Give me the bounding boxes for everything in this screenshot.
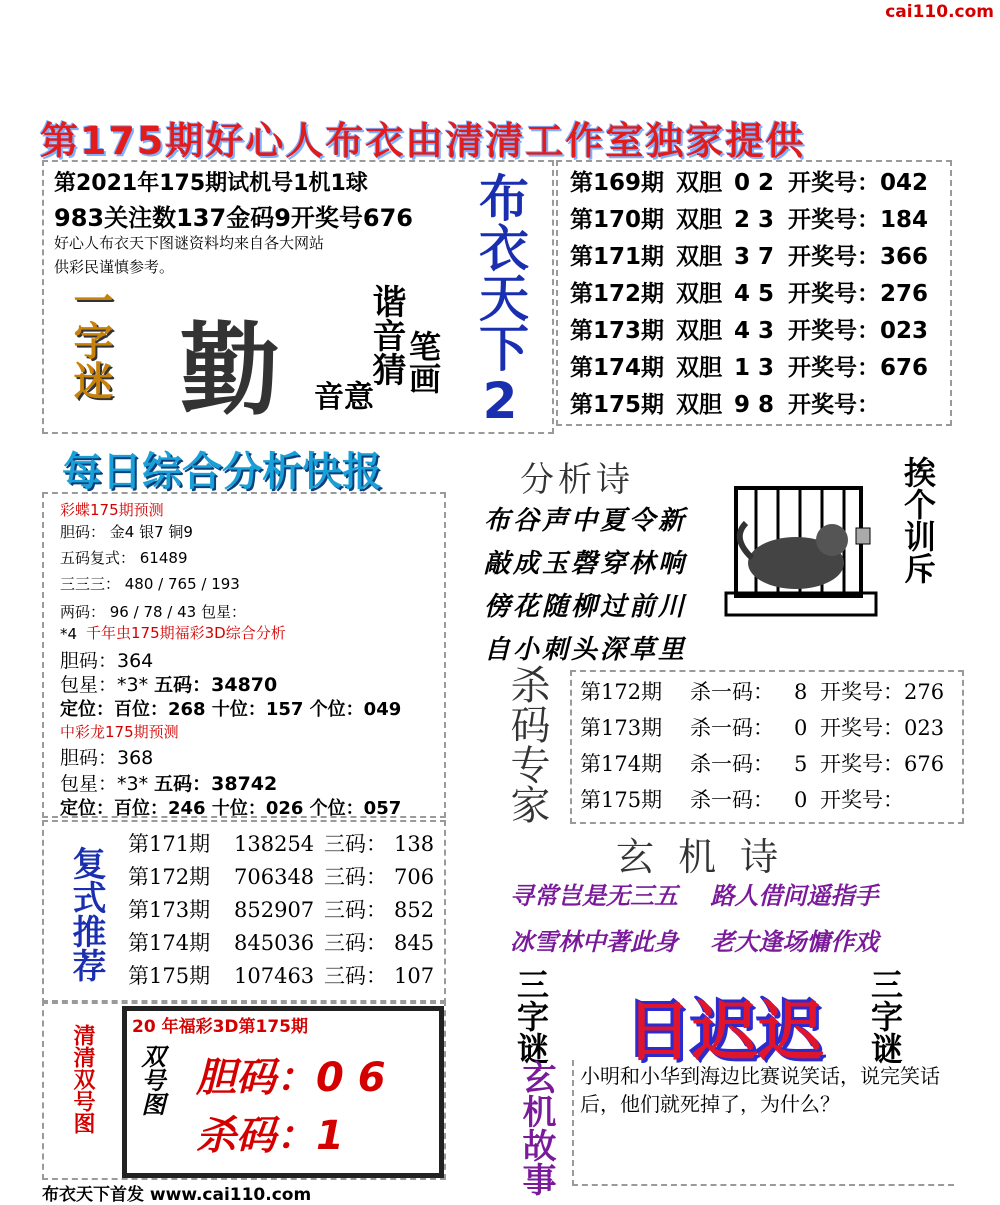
footer-text: 布衣天下首发 www.cai110.com (42, 1185, 312, 1205)
story-text: 小明和小华到海边比赛说笑话，说完笑话后，他们就死掉了，为什么？ (580, 1064, 940, 1116)
dan-nums: 0 2 (734, 170, 775, 196)
fushi-row (128, 828, 434, 861)
kj-number: 开奖号：276 (820, 680, 945, 704)
qingqing-dan: 胆码：0 6 (196, 1055, 386, 1101)
period: 第172期 (580, 680, 663, 704)
dan-nums: 3 7 (734, 244, 775, 270)
kj-number: 开奖号：276 (788, 281, 929, 307)
period: 第175期 (128, 964, 211, 988)
sha-label: 杀一码： (690, 752, 774, 776)
dan-label: 双胆 (676, 318, 722, 344)
code: 845036 (234, 931, 315, 955)
qingqing-side: 双号图 (137, 1044, 165, 1116)
code: 706348 (234, 865, 315, 889)
period: 第173期 (128, 898, 211, 922)
brand-vertical: 布衣天下2 (471, 172, 529, 430)
sanma-label: 三码： (324, 865, 387, 889)
poem-line: 敲成玉磬穿林响 (484, 549, 688, 579)
period: 第169期 (570, 170, 665, 196)
shama-row (580, 712, 944, 748)
period: 第170期 (570, 207, 665, 233)
fushi-row (128, 894, 434, 927)
sanma-label: 三码： (324, 832, 387, 856)
qianniu-dan: 胆码：364 (60, 650, 154, 672)
shuangdan-row (570, 238, 940, 275)
xuanji-line-1: 寻常岂是无三五 路人借问遥指手 (510, 882, 879, 910)
fushi-row (128, 927, 434, 960)
zhongcailong-dingwei: 定位：百位：246 十位：026 个位：057 (60, 798, 402, 819)
site-logo: cai110.com (885, 2, 994, 22)
story-label: 玄机故事 (516, 1060, 556, 1196)
caidie-liangma: 两码： 96 / 78 / 43 包星： (60, 603, 246, 621)
qianniu-bao: 包星：*3* (60, 674, 155, 696)
trial-number-line: 第2021年175期试机号1机1球 (54, 171, 368, 196)
shuangdan-row (570, 349, 940, 386)
sha-num: 5 (794, 752, 808, 776)
shuangdan-row (570, 312, 940, 349)
riddle-hint-1: 谐音猜 (366, 284, 406, 386)
zhongcailong-title: 中彩龙175期预测 (60, 723, 179, 741)
fushi-row (128, 960, 434, 993)
caidie-extra: *4 (60, 625, 78, 643)
poem-side-label: 挨个训斥 (899, 456, 937, 584)
dan-label: 双胆 (676, 244, 722, 270)
sha-label: 杀一码： (690, 716, 774, 740)
period: 第171期 (570, 244, 665, 270)
poem-line: 自小刺头深草里 (484, 635, 688, 665)
zhongcailong-bao: 包星：*3* (60, 773, 155, 795)
sha-num: 0 (794, 716, 808, 740)
dan-label: 双胆 (676, 281, 722, 307)
qingqing-header: 20 年福彩3D第175期 (132, 1017, 309, 1037)
period: 第175期 (580, 788, 663, 812)
shuangdan-row (570, 275, 940, 312)
period: 第174期 (570, 355, 665, 381)
sanma-num: 107 (394, 964, 435, 988)
shama-row (580, 748, 944, 784)
fushi-label: 复式推荐 (66, 846, 106, 982)
poem-title: 分析诗 (520, 460, 634, 500)
shuangdan-row (570, 386, 940, 423)
fushi-list (128, 828, 434, 993)
page-title: 第175期好心人布衣由清清工作室独家提供 (40, 119, 806, 163)
kj-number: 开奖号：184 (788, 207, 929, 233)
period: 第173期 (570, 318, 665, 344)
shuangdan-row (570, 201, 940, 238)
qianniu-bao-row (60, 670, 277, 697)
poem-line: 傍花随柳过前川 (484, 592, 688, 622)
source-note: 好心人布衣天下图谜资料均来自各大网站 (54, 234, 325, 252)
zhongcailong-bao-row (60, 769, 277, 796)
period: 第174期 (128, 931, 211, 955)
kj-number: 开奖号： (788, 392, 880, 418)
code: 138254 (234, 832, 315, 856)
sanma-label: 三码： (324, 964, 387, 988)
riddle-big-char: 勤 (180, 312, 280, 429)
sha-label: 杀一码： (690, 680, 774, 704)
sanzi-right-label: 三字谜 (866, 968, 904, 1064)
caidie-sansan: 三三三： 480 / 765 / 193 (60, 575, 240, 593)
kj-number: 开奖号：676 (820, 752, 945, 776)
attention-line: 983关注数137金码9开奖号676 (54, 204, 413, 232)
code: 107463 (234, 964, 315, 988)
kj-number: 开奖号：023 (788, 318, 929, 344)
dan-label: 双胆 (676, 392, 722, 418)
caution-note: 供彩民谨慎参考。 (54, 258, 175, 276)
cat-cage-image (716, 478, 886, 628)
dan-label: 双胆 (676, 170, 722, 196)
daily-analysis-title: 每日综合分析快报 (62, 449, 382, 495)
shama-label: 杀码专家 (504, 664, 550, 824)
sanzi-left-label: 三字谜 (512, 968, 550, 1064)
dan-nums: 9 8 (734, 392, 775, 418)
sanma-num: 706 (394, 865, 435, 889)
qingqing-sha: 杀码：1 (196, 1113, 344, 1159)
riddle-hint-2: 笔画 (404, 330, 442, 394)
shama-list (580, 676, 944, 820)
sha-label: 杀一码： (690, 788, 774, 812)
riddle-left-label: 一字迷 (67, 280, 113, 400)
xuanji-title: 玄 机 诗 (616, 835, 785, 879)
qianniu-wuma: 五码：34870 (154, 674, 278, 696)
zhongcailong-dan: 胆码：368 (60, 747, 154, 769)
shuangdan-list (570, 164, 940, 423)
fushi-row (128, 861, 434, 894)
dan-nums: 4 5 (734, 281, 775, 307)
sanma-num: 852 (394, 898, 435, 922)
sanma-num: 138 (394, 832, 435, 856)
shuangdan-row (570, 164, 940, 201)
sha-num: 8 (794, 680, 808, 704)
period: 第172期 (128, 865, 211, 889)
kj-number: 开奖号：023 (820, 716, 945, 740)
dan-label: 双胆 (676, 355, 722, 381)
riddle-hint-3: 音意 (314, 380, 374, 415)
dan-label: 双胆 (676, 207, 722, 233)
sanma-label: 三码： (324, 898, 387, 922)
sanma-num: 845 (394, 931, 435, 955)
code: 852907 (234, 898, 315, 922)
caidie-dan: 胆码： 金4 银7 铜9 (60, 523, 193, 541)
dan-nums: 2 3 (734, 207, 775, 233)
shama-row (580, 784, 944, 820)
kj-number: 开奖号：676 (788, 355, 929, 381)
period: 第171期 (128, 832, 211, 856)
caidie-title: 彩蝶175期预测 (60, 501, 164, 519)
shama-row (580, 676, 944, 712)
sanzi-answer: 日迟迟 (626, 993, 824, 1070)
poem-lines (484, 500, 687, 672)
kj-number: 开奖号：366 (788, 244, 929, 270)
caidie-wuma: 五码复式： 61489 (60, 549, 188, 567)
dan-nums: 1 3 (734, 355, 775, 381)
qianniu-dingwei: 定位：百位：268 十位：157 个位：049 (60, 699, 402, 720)
sanma-label: 三码： (324, 931, 387, 955)
period: 第173期 (580, 716, 663, 740)
poem-line: 布谷声中夏令新 (484, 506, 688, 536)
period: 第172期 (570, 281, 665, 307)
dan-nums: 4 3 (734, 318, 775, 344)
period: 第174期 (580, 752, 663, 776)
period: 第175期 (570, 392, 665, 418)
sha-num: 0 (794, 788, 808, 812)
zhongcailong-wuma: 五码：38742 (154, 773, 278, 795)
qingqing-label: 清清双号图 (70, 1024, 95, 1134)
qianniu-title: 千年虫175期福彩3D综合分析 (86, 624, 286, 642)
kj-number: 开奖号：042 (788, 170, 929, 196)
xuanji-line-2: 冰雪林中著此身 老大逢场慵作戏 (510, 928, 879, 956)
kj-number: 开奖号： (820, 788, 904, 812)
